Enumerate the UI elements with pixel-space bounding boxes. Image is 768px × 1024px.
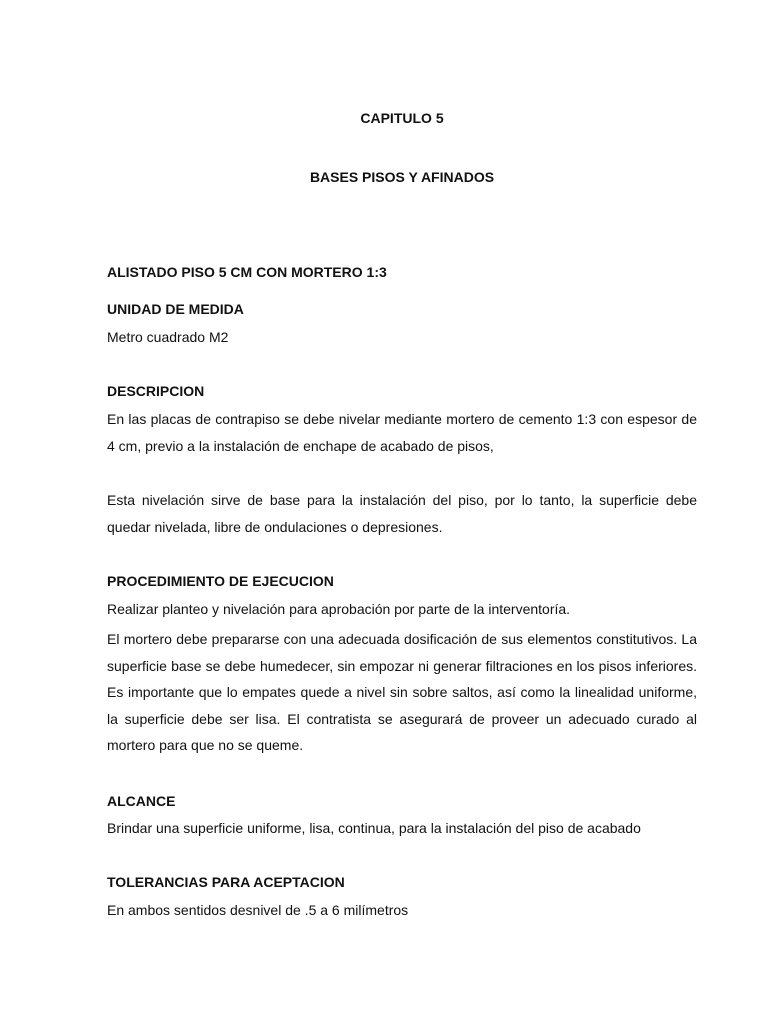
- alcance-text: Brindar una superficie uniforme, lisa, continua, para la instalación del piso de acabado: [107, 820, 641, 836]
- descripcion-heading: DESCRIPCION: [107, 383, 205, 399]
- procedimiento-heading: PROCEDIMIENTO DE EJECUCION: [107, 573, 334, 589]
- item-title: ALISTADO PISO 5 CM CON MORTERO 1:3: [107, 264, 387, 280]
- chapter-number: CAPITULO 5: [360, 110, 444, 126]
- chapter-title: BASES PISOS Y AFINADOS: [309, 169, 495, 185]
- unidad-heading: UNIDAD DE MEDIDA: [107, 301, 244, 317]
- descripcion-paragraph-1: En las placas de contrapiso se debe nivelar mediante mortero de cemento 1:3 con espesor de 4 cm, previo a la instalación de enchape de acabado de pisos,: [107, 411, 697, 454]
- tolerancias-heading: TOLERANCIAS PARA ACEPTACION: [107, 874, 345, 890]
- descripcion-paragraph-2: Esta nivelación sirve de base para la instalación del piso, por lo tanto, la superficie debe quedar nivelada, libre de ondulaciones o depresiones.: [107, 492, 697, 535]
- procedimiento-paragraph-2: El mortero debe prepararse con una adecuada dosificación de sus elementos constitutivos. La superficie base se debe humedecer, sin empozar ni generar filtraciones en los pisos inferiores. Es importante que lo empates quede a nivel sin sobre saltos, así como la linealidad uniforme, la superficie debe ser lisa. El contratista se asegurará de proveer un adecuado curado al mortero para que no se queme.: [107, 631, 697, 753]
- alcance-heading: ALCANCE: [107, 793, 176, 809]
- procedimiento-paragraph-1: Realizar planteo y nivelación para aprobación por parte de la interventoría.: [107, 601, 571, 617]
- unidad-text: Metro cuadrado M2: [107, 329, 229, 345]
- tolerancias-text: En ambos sentidos desnivel de .5 a 6 milímetros: [107, 902, 409, 918]
